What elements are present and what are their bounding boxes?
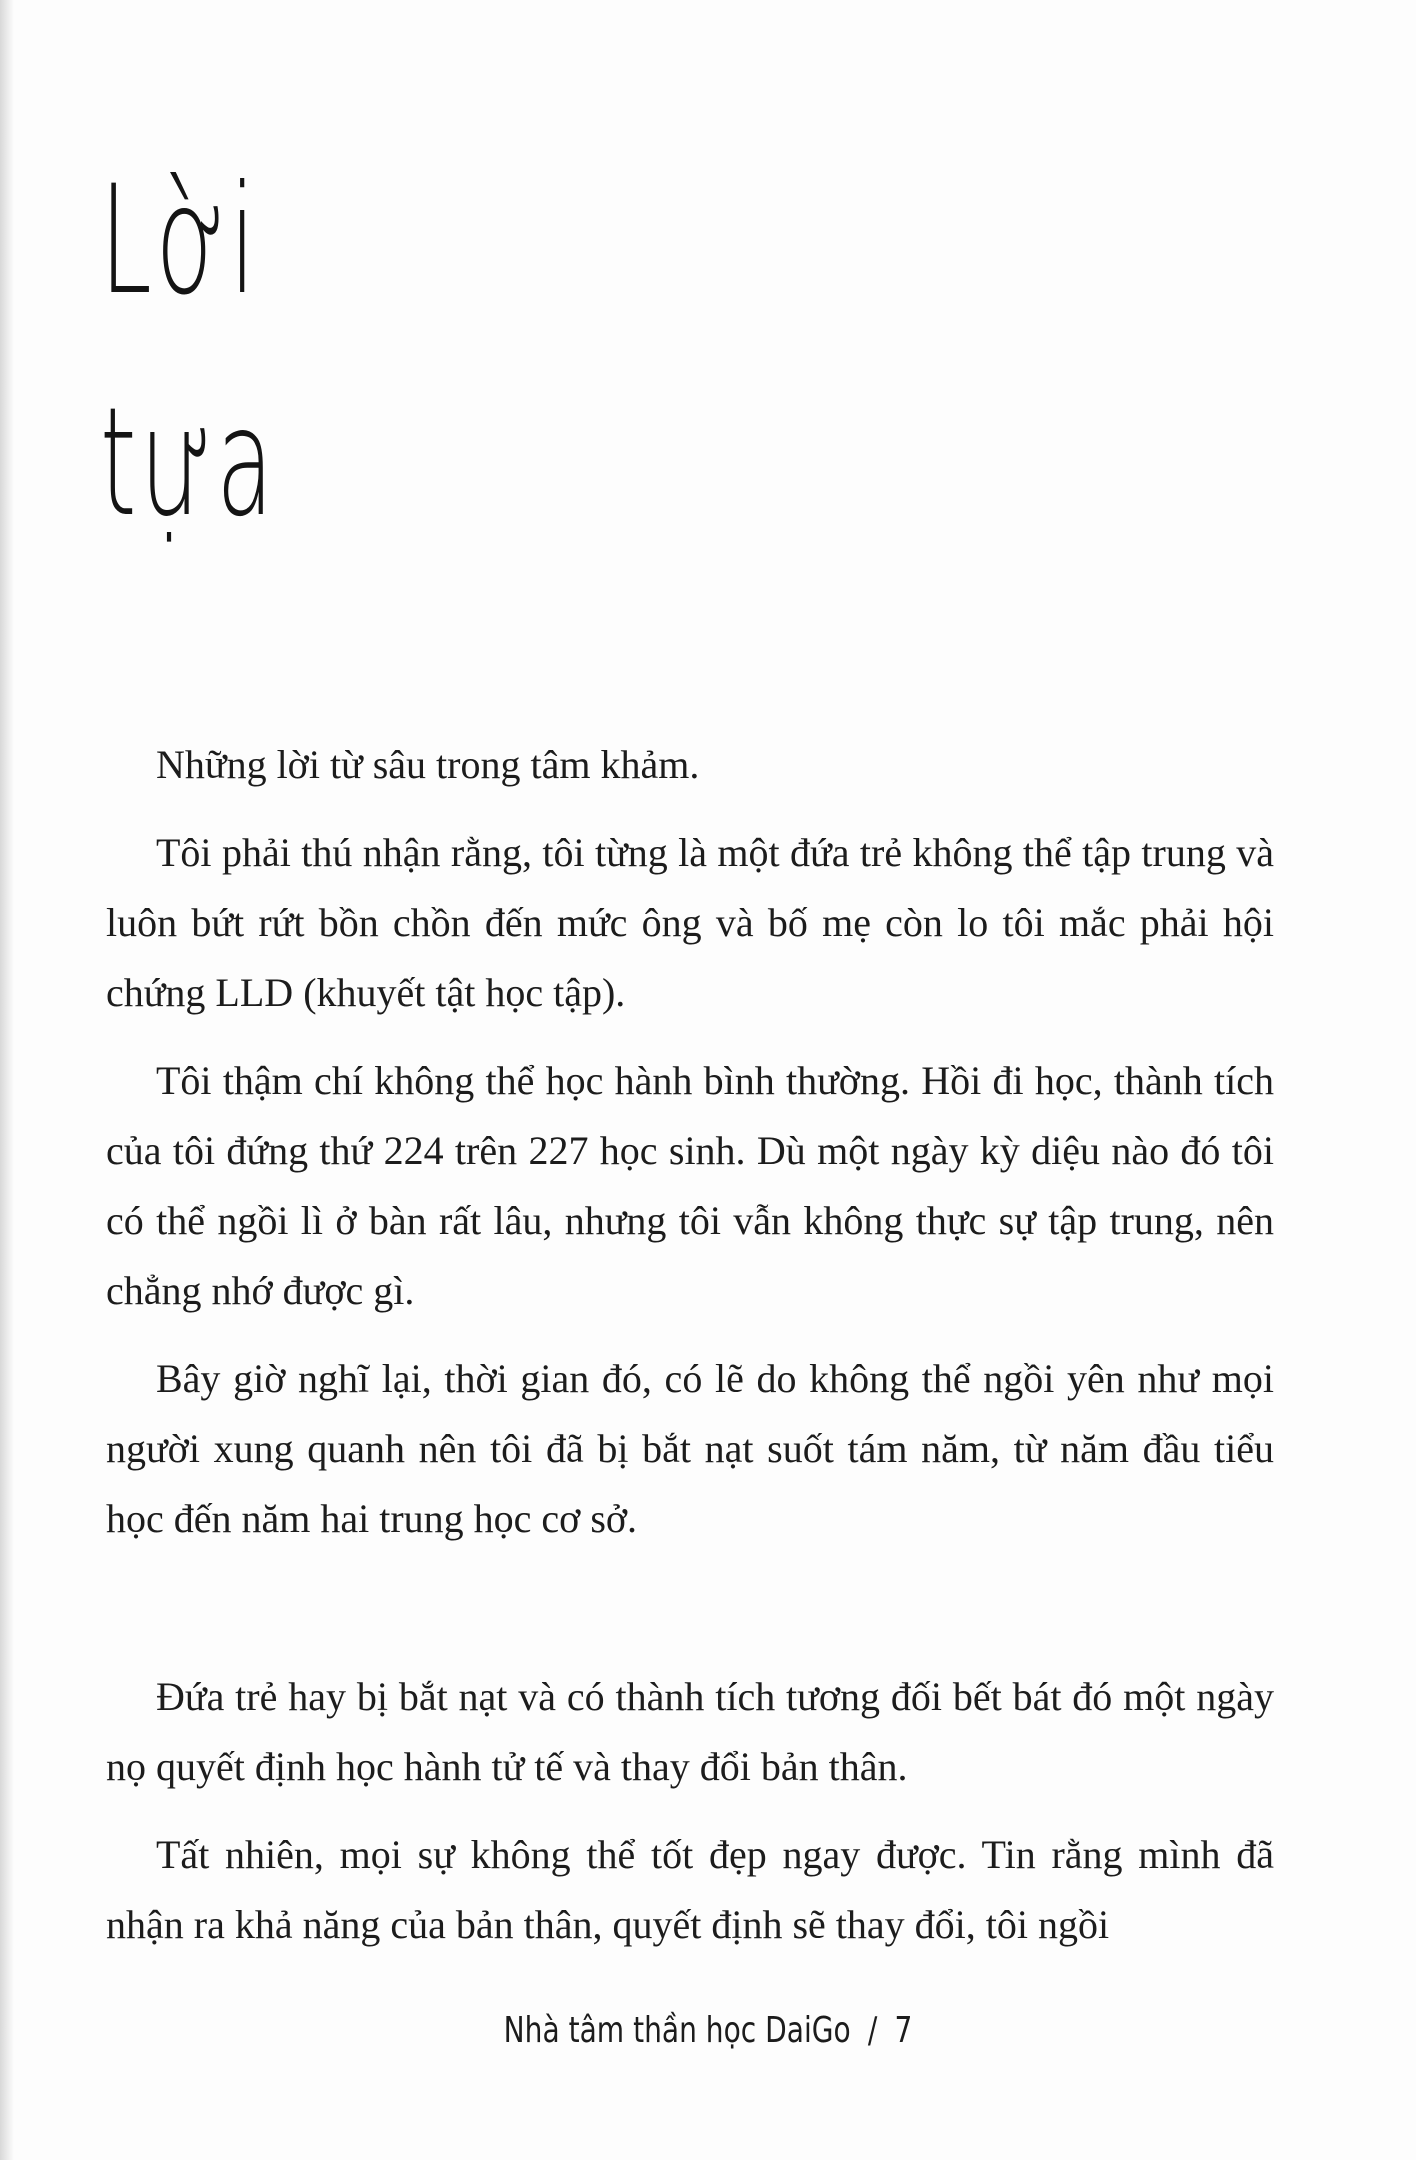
footer-separator: / bbox=[867, 2010, 878, 2051]
chapter-title-line-2: tựa bbox=[100, 376, 278, 550]
paragraph: Bây giờ nghĩ lại, thời gian đó, có lẽ do không thể ngồi yên như mọi người xung quanh nên tôi đã bị bắt nạt suốt tám năm, từ năm đầu tiểu học đến năm hai trung học cơ sở. bbox=[106, 1356, 1274, 1541]
paragraph: Tôi thậm chí không thể học hành bình thường. Hồi đi học, thành tích của tôi đứng thứ 224 trên 227 học sinh. Dù một ngày kỳ diệu nào đó tôi có thể ngồi lì ở bàn rất lâu, nhưng tôi vẫn không thực sự tập trung, nên chẳng nhớ được gì. bbox=[106, 1058, 1274, 1313]
chapter-title-line-1: Lời bbox=[100, 154, 260, 328]
body-text bbox=[106, 730, 1274, 1978]
page-number: 7 bbox=[894, 2010, 913, 2051]
paragraph: Tất nhiên, mọi sự không thể tốt đẹp ngay được. Tin rằng mình đã nhận ra khả năng của bản thân, quyết định sẽ thay đổi, tôi ngồi bbox=[106, 1832, 1274, 1947]
page-edge-shadow bbox=[0, 0, 14, 2160]
paragraph: Tôi phải thú nhận rằng, tôi từng là một đứa trẻ không thể tập trung và luôn bứt rứt bồn chồn đến mức ông và bố mẹ còn lo tôi mắc phải hội chứng LLD (khuyết tật học tập). bbox=[106, 830, 1274, 1015]
page-footer bbox=[0, 2010, 1416, 2051]
paragraph: Những lời từ sâu trong tâm khảm. bbox=[156, 742, 700, 787]
paragraph: Đứa trẻ hay bị bắt nạt và có thành tích tương đối bết bát đó một ngày nọ quyết định học hành tử tế và thay đổi bản thân. bbox=[106, 1674, 1274, 1789]
chapter-title bbox=[100, 130, 277, 574]
running-head: Nhà tâm thần học DaiGo bbox=[503, 2010, 851, 2051]
